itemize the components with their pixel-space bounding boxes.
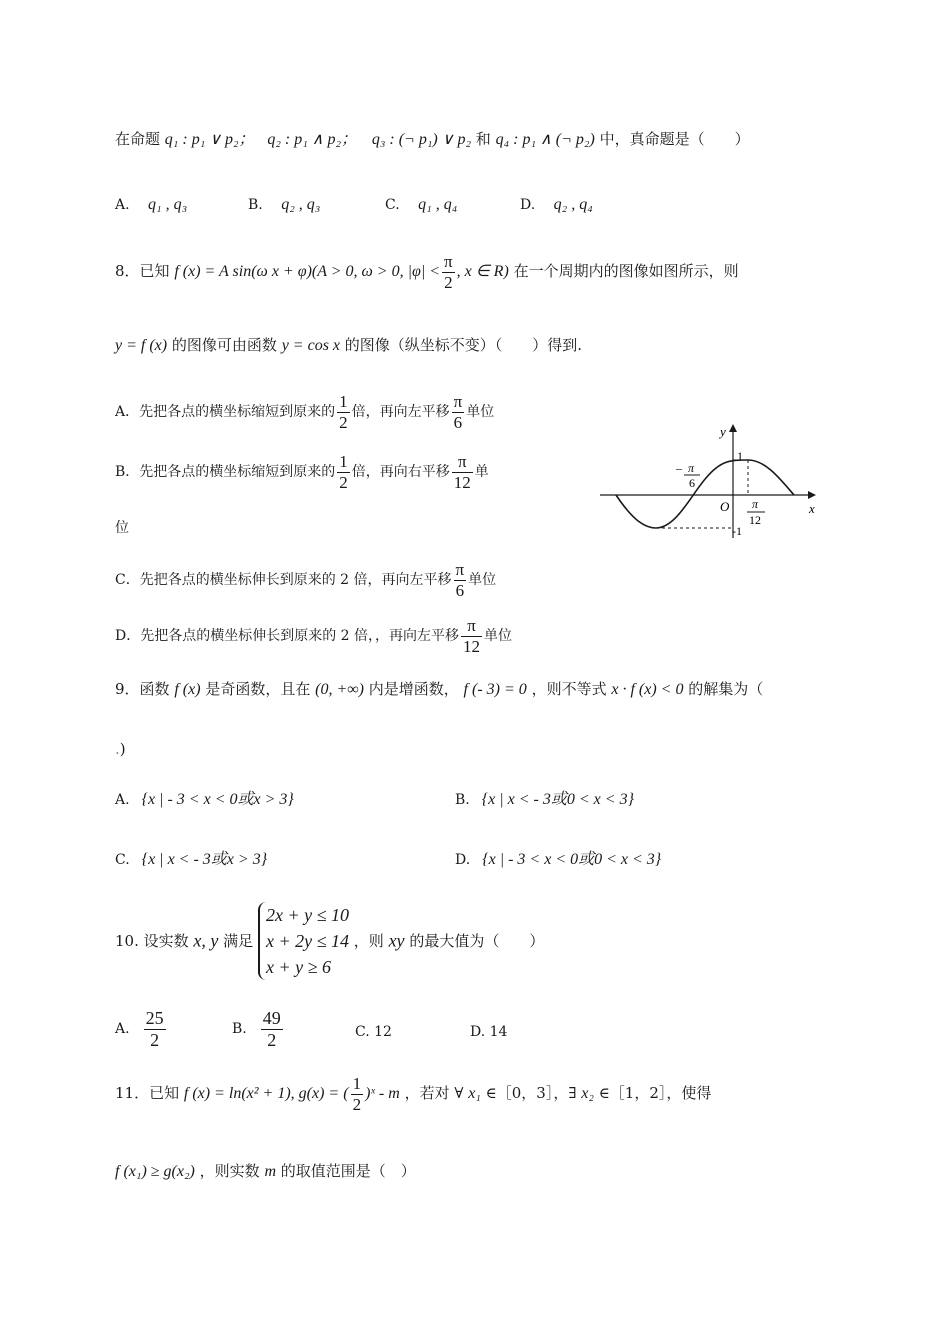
option-text: q₂ , q₃	[281, 196, 321, 213]
option-text: A．先把各点的横坐标缩短到原来的	[115, 404, 336, 421]
q10-xy: xy	[388, 930, 405, 951]
fraction-denominator: 2	[339, 412, 348, 432]
option-text: q₁ , q₄	[418, 196, 458, 213]
q10-text: 满足	[223, 932, 254, 951]
option-text: 单位	[484, 628, 513, 645]
q8-line2-tail: 的图像（纵坐标不变）（ ）得到.	[344, 336, 583, 354]
q8-option-a[interactable]	[115, 392, 494, 432]
q10-vars: x, y	[193, 930, 219, 951]
option-text: {x | x < - 3或0 < x < 3}	[481, 791, 634, 808]
fraction-numerator: π	[452, 452, 473, 473]
q9-text: ，则不等式	[531, 680, 607, 698]
q7-tail: 中，真命题是（ ）	[599, 130, 750, 148]
q9-text: 的解集为（	[688, 680, 764, 698]
q10-text: ，则	[353, 932, 384, 951]
fraction	[351, 1074, 364, 1114]
y-label: y	[720, 424, 726, 439]
q10-option-a[interactable]	[115, 1008, 168, 1050]
q8-cos: y = cos x	[281, 337, 341, 354]
fraction	[461, 616, 482, 656]
option-text: 14	[489, 1024, 508, 1040]
q10-prefix: 10. 设实数	[115, 932, 189, 951]
fraction-numerator: π	[455, 560, 465, 579]
q7-prop-q4: q₄ : p₁ ∧ (¬ p₂)	[495, 131, 595, 148]
option-text: q₂ , q₄	[553, 196, 593, 213]
q9-option-c[interactable]	[115, 846, 267, 869]
q7-option-d[interactable]	[520, 196, 593, 214]
q8-option-b-wrap: 位	[115, 520, 129, 536]
q10-constraint-system	[258, 902, 349, 980]
option-text: B．先把各点的横坐标缩短到原来的	[115, 464, 336, 481]
q7-prop-q1: q₁ : p₁ ∨ p₂；	[164, 131, 255, 148]
q7-option-a[interactable]	[115, 196, 187, 214]
option-label: A.	[115, 792, 130, 808]
option-label: C.	[385, 197, 400, 213]
q9-option-d[interactable]	[455, 846, 661, 869]
constraint-3: x + y ≥ 6	[265, 957, 331, 978]
fraction-denominator: 2	[352, 1094, 362, 1114]
option-label: B.	[232, 1021, 247, 1038]
q8-option-b[interactable]	[115, 452, 489, 492]
fraction-denominator: 2	[267, 1029, 277, 1050]
fraction	[454, 560, 467, 600]
fraction-denominator: 12	[453, 472, 471, 492]
q11-m: m	[264, 1163, 277, 1180]
min-value-label: -1	[732, 524, 742, 538]
fraction-numerator: π	[461, 616, 482, 637]
fraction-numerator: π	[453, 392, 463, 411]
constraint-2: x + 2y ≤ 14	[265, 931, 349, 952]
q9-interval: (0, +∞)	[315, 681, 364, 698]
q9-prefix: 9．函数	[115, 680, 170, 698]
fraction	[337, 452, 350, 492]
fraction-denominator: 12	[463, 636, 481, 656]
option-label: A.	[115, 1021, 130, 1038]
q11-condition: f (x₁) ≥ g(x₂)	[115, 1163, 195, 1180]
x-axis-arrow	[808, 491, 816, 499]
q9-stem	[115, 680, 763, 699]
q7-stem	[115, 130, 750, 149]
q9-f: f (x)	[174, 681, 201, 698]
q9-close-paren: )	[119, 740, 126, 758]
tick-neg-sign: –	[676, 461, 682, 475]
tick-neg-denominator: 6	[689, 476, 695, 490]
x-label: x	[809, 501, 815, 516]
option-text: 12	[374, 1024, 392, 1040]
option-text: 倍，再向左平移	[351, 404, 450, 421]
fraction-numerator: 1	[339, 452, 348, 471]
option-text: {x | - 3 < x < 0或x > 3}	[141, 791, 294, 808]
q8-option-d[interactable]	[115, 616, 512, 656]
fraction-denominator: 2	[150, 1029, 160, 1050]
q8-tail: 在一个周期内的图像如图所示，则	[513, 262, 739, 281]
q8-sine-graph	[596, 420, 826, 540]
q11-range2: ∈［1，2］，使得	[598, 1084, 712, 1103]
q11-range1: ∈［0，3］，∃	[485, 1084, 577, 1103]
option-label: B.	[248, 197, 263, 213]
q10-option-b[interactable]	[232, 1008, 285, 1050]
q7-prop-q3: q₃ : (¬ p₁) ∨ p₂	[371, 131, 472, 148]
q8-fraction	[442, 252, 455, 292]
q10-option-c[interactable]	[355, 1024, 392, 1040]
constraint-1: 2x + y ≤ 10	[265, 905, 349, 925]
option-text: C．先把各点的横坐标伸长到原来的 2 倍，再向左平移	[115, 572, 452, 589]
q9-text: 是奇函数，且在	[205, 680, 311, 698]
q8-formula-tail: , x ∈ R)	[456, 263, 509, 281]
fraction-numerator: 25	[145, 1008, 164, 1028]
option-label: C.	[115, 852, 130, 868]
tick-pos-denominator: 12	[749, 513, 761, 527]
option-label: C.	[355, 1024, 370, 1040]
option-text: 倍，再向右平移	[351, 464, 450, 481]
option-label: D.	[520, 197, 536, 213]
option-text: 单位	[466, 404, 495, 421]
fraction-numerator: 49	[262, 1008, 281, 1028]
q9-option-a[interactable]	[115, 786, 294, 809]
q8-option-c[interactable]	[115, 560, 496, 600]
tick-neg-numerator: π	[688, 461, 695, 475]
q11-stem-line2	[115, 1162, 416, 1181]
option-label: D.	[470, 1024, 486, 1040]
q9-text: 内是增函数，	[368, 680, 459, 698]
fraction	[261, 1008, 283, 1050]
fraction-denominator: 6	[453, 412, 463, 432]
q11-prefix: 11．已知	[115, 1084, 180, 1103]
tick-pos-numerator: π	[752, 497, 759, 511]
q8-line2-mid: 的图像可由函数	[171, 336, 277, 354]
fraction	[337, 392, 350, 432]
option-text: 单	[474, 464, 489, 481]
option-text: 单位	[468, 572, 497, 589]
q11-formula-tail: )ˣ - m	[365, 1085, 400, 1103]
q9-close	[115, 740, 126, 758]
fraction-numerator: 1	[352, 1074, 362, 1093]
fraction	[144, 1008, 166, 1050]
q7-intro: 在命题	[115, 130, 161, 148]
q11-x1: x₁	[468, 1085, 481, 1103]
q8-prefix: 8．已知	[115, 262, 170, 281]
q10-option-d[interactable]	[470, 1024, 507, 1040]
q9-option-b[interactable]	[455, 786, 634, 809]
option-text: q₁ , q₃	[148, 196, 188, 213]
sine-curve	[616, 460, 794, 528]
q7-and: 和	[475, 130, 491, 148]
q10-stem	[115, 902, 544, 980]
q11-text: 的取值范围是（ ）	[280, 1162, 416, 1180]
fraction	[452, 452, 473, 492]
fraction-denominator: 2	[444, 272, 453, 292]
fraction-numerator: π	[444, 252, 453, 271]
option-label: D.	[455, 852, 471, 868]
fraction-denominator: 6	[455, 580, 465, 600]
q8-stem-line2	[115, 336, 582, 355]
q11-formula: f (x) = ln(x² + 1), g(x) = (	[183, 1085, 349, 1103]
q9-condition: f (- 3) = 0	[463, 681, 527, 698]
q9-dot: .	[115, 740, 120, 758]
q8-y-equals-f: y = f (x)	[115, 337, 168, 354]
q9-inequality: x · f (x) < 0	[611, 681, 684, 698]
q11-x2: x₂	[581, 1085, 594, 1103]
origin-label: O	[720, 499, 730, 514]
q7-option-b[interactable]	[248, 196, 320, 214]
q7-option-c[interactable]	[385, 196, 457, 214]
option-label: B.	[455, 792, 470, 808]
q11-text: ，则实数	[199, 1162, 260, 1180]
max-value-label: 1	[737, 449, 743, 463]
fraction-denominator: 2	[339, 472, 348, 492]
option-label: A.	[115, 197, 130, 213]
fraction	[452, 392, 465, 432]
fraction-numerator: 1	[339, 392, 348, 411]
option-text: {x | x < - 3或x > 3}	[141, 851, 268, 868]
option-text: {x | - 3 < x < 0或0 < x < 3}	[482, 851, 662, 868]
q8-formula: f (x) = A sin(ω x + φ)(A > 0, ω > 0, |φ| <	[174, 263, 441, 281]
y-axis-arrow	[729, 424, 737, 432]
q7-prop-q2: q₂ : p₁ ∧ p₂；	[267, 131, 358, 148]
q11-text: ，若对 ∀	[404, 1084, 464, 1103]
option-text: D．先把各点的横坐标伸长到原来的 2 倍，，再向左平移	[115, 628, 460, 645]
q8-stem-line1	[115, 252, 739, 292]
q11-stem-line1	[115, 1074, 711, 1114]
q10-text: 的最大值为（ ）	[409, 932, 545, 951]
